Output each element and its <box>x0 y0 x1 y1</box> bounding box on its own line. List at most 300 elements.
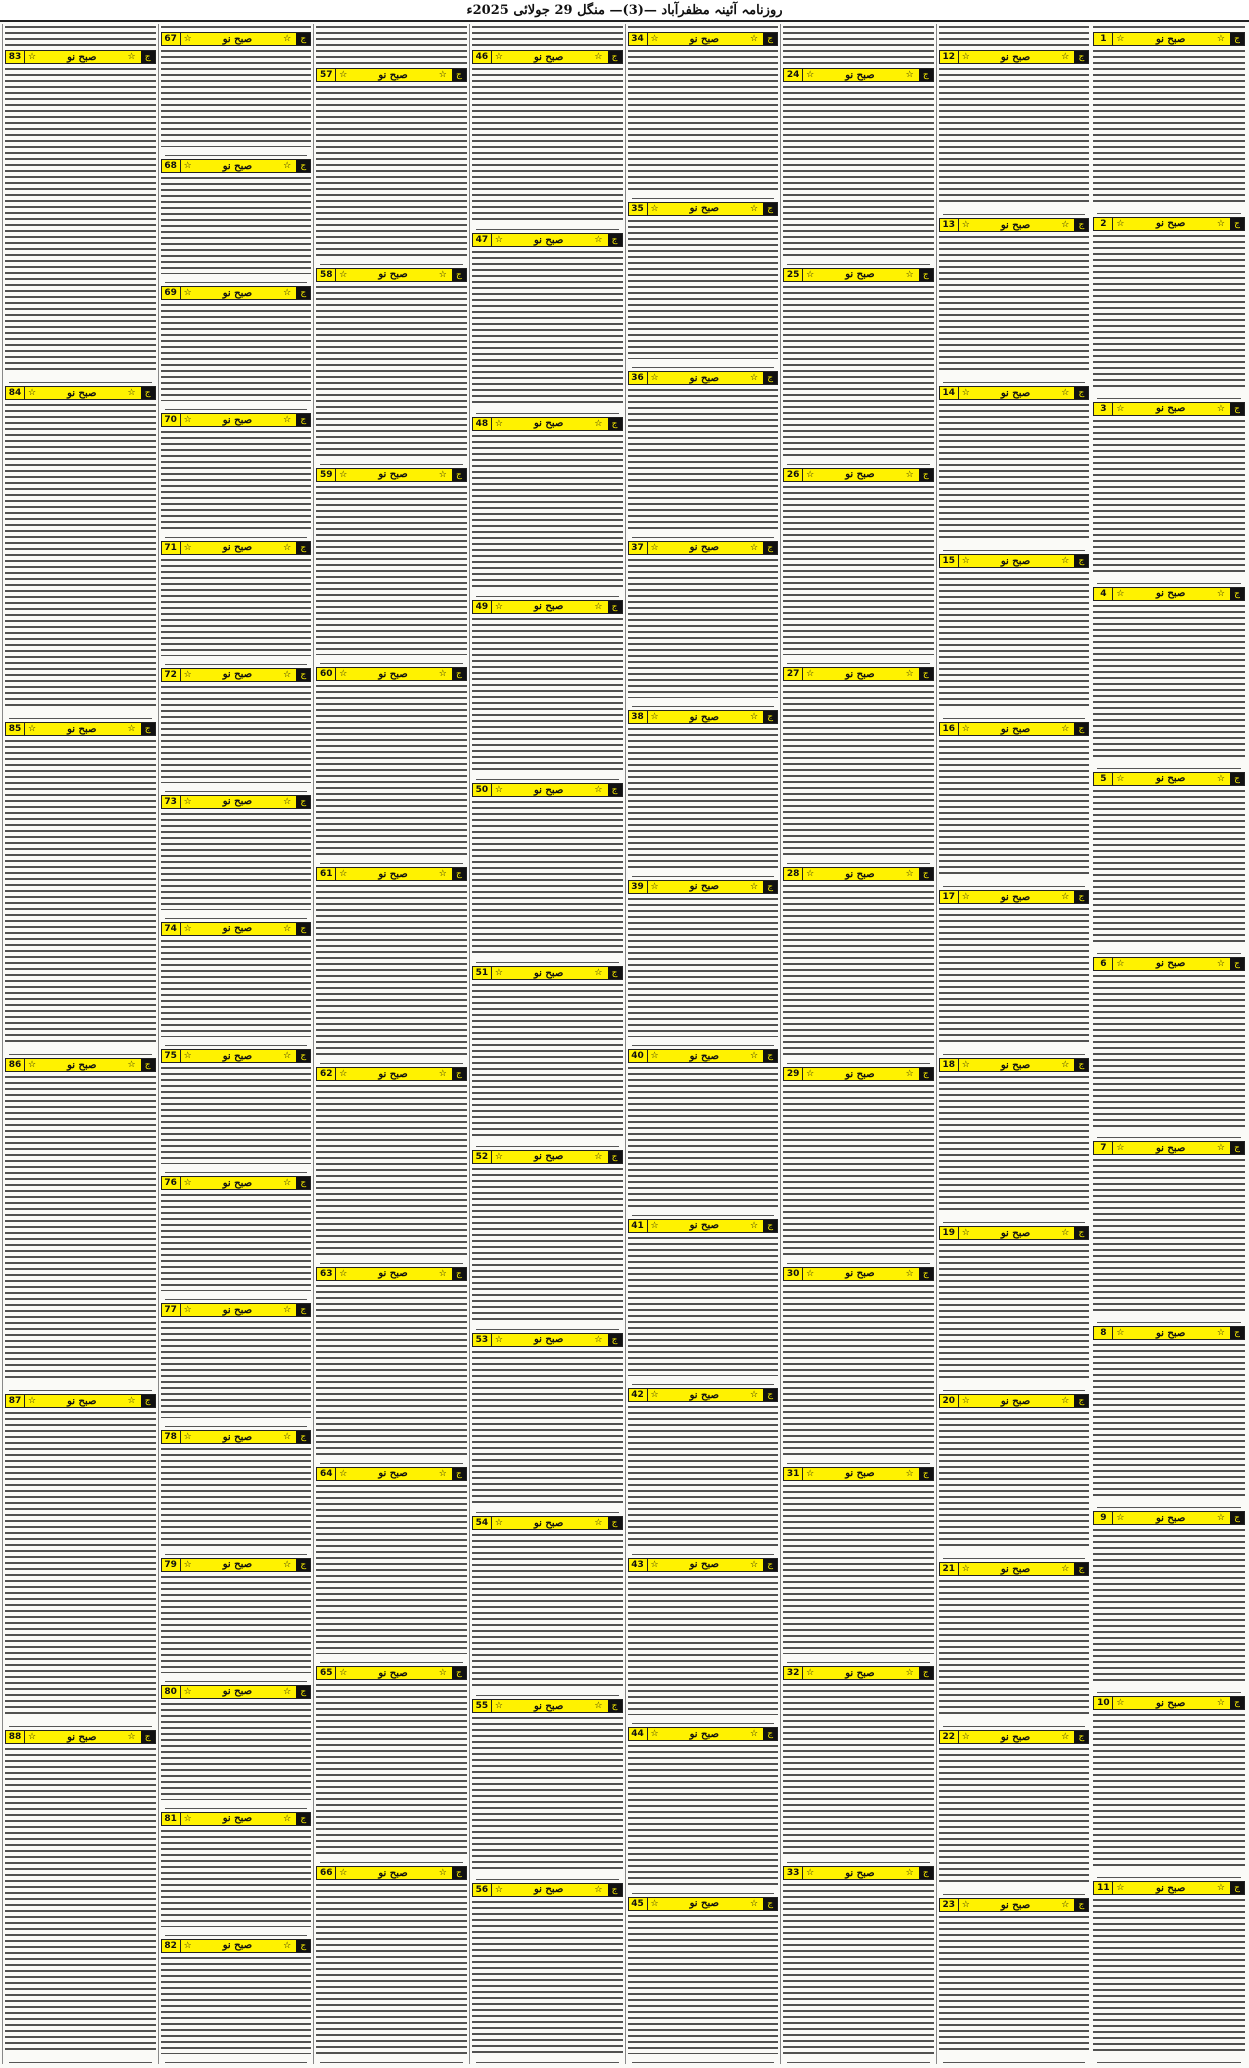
star-icon: ☆ <box>283 669 292 680</box>
listing-header <box>1093 1511 1245 1525</box>
listing-caption-rule <box>1097 1870 1241 1878</box>
listing-badge: ج <box>919 1468 933 1480</box>
listing-caption-rule <box>943 543 1086 551</box>
listing-badge: ج <box>763 203 777 215</box>
listing-caption-rule <box>943 1887 1086 1895</box>
listing-caption-rule <box>943 1383 1086 1391</box>
star-icon: ☆ <box>183 415 192 426</box>
listing-brand: صبح نو <box>689 881 720 892</box>
star-icon: ☆ <box>494 785 503 796</box>
star-icon: ☆ <box>183 796 192 807</box>
listing-text <box>783 883 934 1055</box>
listing-number: 58 <box>317 269 336 281</box>
listing-number: 23 <box>940 1899 959 1911</box>
listing-text <box>939 234 1090 374</box>
listing-brand: صبح نو <box>378 668 408 680</box>
listing-number: 2 <box>1094 218 1113 230</box>
listing-badge: ج <box>1074 1731 1088 1743</box>
star-icon: ☆ <box>183 1178 192 1189</box>
listing-badge: ج <box>1230 218 1244 230</box>
star-icon: ☆ <box>339 1668 348 1679</box>
star-icon: ☆ <box>806 1468 815 1479</box>
star-icon: ☆ <box>183 1940 192 1951</box>
listing-number: 53 <box>473 1334 492 1346</box>
listing-number: 14 <box>940 387 959 399</box>
column <box>469 24 625 2064</box>
article-text <box>5 24 156 48</box>
listing-text <box>316 284 467 456</box>
listing-badge: ج <box>1230 1327 1244 1339</box>
listing-text <box>783 284 934 456</box>
listing-caption-rule <box>943 1551 1086 1559</box>
star-icon: ☆ <box>28 52 37 62</box>
listing-number: 77 <box>162 1304 181 1316</box>
listing-brand: صبح نو <box>1155 588 1186 600</box>
star-icon: ☆ <box>961 1564 970 1574</box>
listing-caption-rule <box>476 1139 619 1147</box>
listing-text <box>472 1532 623 1687</box>
star-icon: ☆ <box>806 1668 815 1679</box>
star-icon: ☆ <box>339 1268 348 1279</box>
listing-caption-rule <box>9 1383 152 1391</box>
listing-number: 13 <box>940 219 959 231</box>
listing-header <box>161 1939 312 1953</box>
listing-badge: ج <box>763 1389 777 1401</box>
star-icon: ☆ <box>594 1701 603 1712</box>
listing-caption-rule <box>165 657 308 665</box>
star-icon: ☆ <box>806 70 815 80</box>
star-icon: ☆ <box>127 388 136 398</box>
listing-header <box>161 1303 312 1317</box>
listing-text <box>316 1283 467 1455</box>
listing-brand: صبح نو <box>533 51 564 63</box>
listing-text <box>628 48 779 190</box>
listing-number: 11 <box>1094 1882 1113 1894</box>
listing-text <box>161 811 312 910</box>
listing-header <box>472 233 623 247</box>
listing-header <box>783 867 934 881</box>
listing-badge: ج <box>763 33 777 45</box>
listing-badge: ج <box>452 868 466 880</box>
star-icon: ☆ <box>806 469 815 480</box>
listing-text <box>472 1715 623 1870</box>
listing-text <box>1093 973 1245 1130</box>
listing-number: 49 <box>473 601 492 613</box>
listing-number: 33 <box>784 1867 803 1879</box>
listing-brand: صبح نو <box>67 1395 97 1407</box>
listing-badge: ج <box>919 1867 933 1879</box>
listing-badge: ج <box>919 1068 933 1080</box>
listing-caption-rule <box>320 1456 463 1464</box>
listing-badge: ج <box>919 868 933 880</box>
star-icon: ☆ <box>1116 958 1125 969</box>
star-icon: ☆ <box>1116 773 1125 784</box>
listing-caption-rule <box>787 856 930 864</box>
listing-number: 19 <box>940 1227 959 1239</box>
listing-badge: ج <box>141 387 155 399</box>
listing-text <box>1093 1157 1245 1314</box>
listing-brand: صبح نو <box>689 1220 720 1231</box>
listing-text <box>161 48 312 147</box>
listing-header <box>5 1394 156 1408</box>
listing-header <box>1093 772 1245 786</box>
listing-number: 52 <box>473 1151 492 1163</box>
listing-caption-rule <box>320 1256 463 1264</box>
listing-caption-rule <box>632 1886 775 1894</box>
listing-brand: صبح نو <box>1000 1395 1031 1407</box>
listing-brand: صبح نو <box>67 1731 97 1743</box>
listing-brand: صبح نو <box>1155 403 1186 415</box>
listing-caption-rule <box>787 1256 930 1264</box>
listing-brand: صبح نو <box>67 1059 97 1071</box>
listing-header <box>628 32 779 46</box>
star-icon: ☆ <box>961 1396 970 1406</box>
listing-brand: صبح نو <box>689 372 720 384</box>
listing-header <box>161 32 312 46</box>
listing-badge: ج <box>919 269 933 281</box>
listing-caption-rule <box>632 869 775 877</box>
star-icon: ☆ <box>594 785 603 796</box>
listing-header <box>5 386 156 400</box>
listing-caption-rule <box>165 784 308 792</box>
listing-caption-rule <box>165 1292 308 1300</box>
listing-header <box>472 1699 623 1713</box>
listing-caption-rule <box>476 772 619 780</box>
listing-header <box>628 1558 779 1572</box>
listing-header <box>316 1067 467 1081</box>
listing-text <box>161 557 312 656</box>
star-icon: ☆ <box>1061 1900 1070 1910</box>
listing-brand: صبح نو <box>845 1867 875 1879</box>
listing-text <box>161 302 312 401</box>
star-icon: ☆ <box>905 469 914 480</box>
listing-text <box>783 1682 934 1854</box>
listing-number: 24 <box>784 69 803 81</box>
star-icon: ☆ <box>283 161 292 172</box>
listing-header <box>783 1866 934 1880</box>
listing-brand: صبح نو <box>1000 1899 1031 1911</box>
listing-number: 69 <box>162 287 181 299</box>
star-icon: ☆ <box>183 288 192 299</box>
listing-header <box>1093 587 1245 601</box>
listing-badge: ج <box>1230 1142 1244 1154</box>
listing-caption-rule <box>632 1377 775 1385</box>
listing-text <box>316 484 467 656</box>
star-icon: ☆ <box>438 1069 447 1079</box>
listing-brand: صبح نو <box>1155 1142 1186 1154</box>
listing-number: 39 <box>629 881 648 893</box>
listing-caption-rule <box>943 879 1086 887</box>
star-icon: ☆ <box>494 1701 503 1712</box>
listing-caption-rule <box>1097 946 1241 954</box>
listing-caption-rule <box>320 656 463 664</box>
star-icon: ☆ <box>905 1668 914 1679</box>
star-icon: ☆ <box>183 1432 192 1443</box>
listing-brand: صبح نو <box>222 1686 253 1698</box>
listing-header <box>161 1430 312 1444</box>
listing-caption-rule <box>943 1047 1086 1055</box>
listing-badge: ج <box>1074 1899 1088 1911</box>
listing-brand: صبح نو <box>222 542 253 553</box>
listing-brand: صبح نو <box>222 287 253 299</box>
star-icon: ☆ <box>750 1220 759 1231</box>
listing-badge: ج <box>608 234 622 246</box>
listing-badge: ج <box>1230 588 1244 600</box>
listing-number: 56 <box>473 1884 492 1896</box>
star-icon: ☆ <box>1216 1883 1225 1894</box>
listing-number: 12 <box>940 51 959 63</box>
listing-caption-rule <box>787 2055 930 2063</box>
listing-text <box>1093 603 1245 760</box>
listing-header <box>316 1866 467 1880</box>
listing-badge: ج <box>608 1700 622 1712</box>
listing-header <box>783 1467 934 1481</box>
star-icon: ☆ <box>961 892 970 902</box>
listing-text <box>316 84 467 256</box>
listing-header <box>472 600 623 614</box>
star-icon: ☆ <box>1116 403 1125 414</box>
listing-text <box>783 1882 934 2054</box>
listing-caption-rule <box>165 911 308 919</box>
listing-text <box>161 1955 312 2054</box>
star-icon: ☆ <box>283 923 292 934</box>
listing-brand: صبح نو <box>533 1334 564 1346</box>
listing-text <box>161 429 312 528</box>
star-icon: ☆ <box>750 1390 759 1400</box>
star-icon: ☆ <box>1216 34 1225 44</box>
listing-brand: صبح نو <box>689 542 720 553</box>
star-icon: ☆ <box>594 1151 603 1162</box>
listing-number: 57 <box>317 69 336 81</box>
listing-badge: ج <box>296 33 310 45</box>
star-icon: ☆ <box>438 669 447 680</box>
listing-header <box>316 468 467 482</box>
listing-text <box>472 982 623 1137</box>
listing-header <box>783 1067 934 1081</box>
listing-badge: ج <box>296 1177 310 1189</box>
listing-text <box>628 557 779 699</box>
listing-badge: ج <box>763 1728 777 1740</box>
star-icon: ☆ <box>283 1813 292 1824</box>
listing-badge: ج <box>763 1559 777 1571</box>
listing-caption-rule <box>632 530 775 538</box>
listing-badge: ج <box>1074 1059 1088 1071</box>
listing-header <box>316 268 467 282</box>
listing-text <box>5 1746 156 2054</box>
listing-number: 1 <box>1094 33 1113 45</box>
listing-badge: ج <box>296 414 310 426</box>
listing-caption-rule <box>9 1719 152 1727</box>
listing-caption-rule <box>476 1872 619 1880</box>
listing-brand: صبح نو <box>1155 1882 1186 1894</box>
listing-brand: صبح نو <box>1000 1059 1031 1071</box>
star-icon: ☆ <box>438 1468 447 1479</box>
listing-header <box>472 50 623 64</box>
star-icon: ☆ <box>750 712 759 722</box>
listing-number: 59 <box>317 469 336 481</box>
listing-number: 71 <box>162 542 181 554</box>
listing-number: 55 <box>473 1700 492 1712</box>
column <box>780 24 936 2064</box>
listing-brand: صبح نو <box>845 469 875 481</box>
listing-badge: ج <box>452 69 466 81</box>
listing-header <box>939 1898 1090 1912</box>
listing-badge: ج <box>1230 1512 1244 1524</box>
listing-brand: صبح نو <box>378 1268 408 1280</box>
star-icon: ☆ <box>1116 1883 1125 1894</box>
listing-number: 3 <box>1094 403 1113 415</box>
listing-badge: ج <box>1230 958 1244 970</box>
listing-text <box>939 1074 1090 1214</box>
star-icon: ☆ <box>494 235 503 246</box>
star-icon: ☆ <box>127 724 136 734</box>
star-icon: ☆ <box>650 1051 659 1061</box>
listing-text <box>316 683 467 855</box>
listing-brand: صبح نو <box>1155 1327 1186 1339</box>
listing-caption-rule <box>320 1655 463 1663</box>
listing-header <box>783 268 934 282</box>
listing-number: 37 <box>629 542 648 554</box>
listing-badge: ج <box>763 1050 777 1062</box>
listing-number: 84 <box>6 387 25 399</box>
listing-badge: ج <box>452 1667 466 1679</box>
star-icon: ☆ <box>183 34 192 44</box>
listing-caption-rule <box>476 589 619 597</box>
listing-brand: صبح نو <box>689 1389 720 1401</box>
column <box>625 24 781 2064</box>
listing-header <box>316 68 467 82</box>
listing-text <box>628 1065 779 1207</box>
listing-badge: ج <box>919 668 933 680</box>
listing-badge: ج <box>141 51 155 63</box>
listing-text <box>1093 1527 1245 1684</box>
listing-number: 65 <box>317 1667 336 1679</box>
listing-brand: صبح نو <box>845 668 875 680</box>
listing-badge: ج <box>608 1151 622 1163</box>
star-icon: ☆ <box>283 415 292 426</box>
listing-brand: صبح نو <box>1155 1697 1186 1709</box>
star-icon: ☆ <box>650 881 659 892</box>
listing-number: 10 <box>1094 1697 1113 1709</box>
listing-number: 5 <box>1094 773 1113 785</box>
listing-header <box>161 668 312 682</box>
star-icon: ☆ <box>961 556 970 566</box>
star-icon: ☆ <box>1116 1698 1125 1709</box>
star-icon: ☆ <box>283 1178 292 1189</box>
listing-badge: ج <box>1074 219 1088 231</box>
star-icon: ☆ <box>1116 1513 1125 1524</box>
listing-badge: ج <box>763 1220 777 1232</box>
listing-caption-rule <box>787 1056 930 1064</box>
listing-header <box>628 541 779 555</box>
listing-caption-rule <box>632 1547 775 1555</box>
listing-badge: ج <box>1074 1563 1088 1575</box>
listing-text <box>316 1682 467 1854</box>
star-icon: ☆ <box>961 220 970 230</box>
listing-number: 7 <box>1094 1142 1113 1154</box>
listing-badge: ج <box>296 1304 310 1316</box>
listing-badge: ج <box>296 1050 310 1062</box>
star-icon: ☆ <box>494 601 503 612</box>
listing-badge: ج <box>296 669 310 681</box>
listing-brand: صبح نو <box>222 1177 253 1189</box>
listing-caption-rule <box>476 2055 619 2063</box>
listing-header <box>161 922 312 936</box>
listing-text <box>5 1074 156 1382</box>
listing-badge: ج <box>1230 773 1244 785</box>
listing-header <box>472 1883 623 1897</box>
listing-caption-rule <box>1097 761 1241 769</box>
listing-number: 20 <box>940 1395 959 1407</box>
listing-badge: ج <box>919 1268 933 1280</box>
listing-number: 72 <box>162 669 181 681</box>
listing-badge: ج <box>452 668 466 680</box>
listing-text <box>939 1914 1090 2054</box>
listing-badge: ج <box>452 1468 466 1480</box>
star-icon: ☆ <box>1061 220 1070 230</box>
listing-number: 25 <box>784 269 803 281</box>
listing-brand: صبح نو <box>1000 891 1031 903</box>
star-icon: ☆ <box>283 1432 292 1443</box>
star-icon: ☆ <box>594 1884 603 1895</box>
star-icon: ☆ <box>283 288 292 299</box>
star-icon: ☆ <box>1061 52 1070 62</box>
star-icon: ☆ <box>494 1884 503 1895</box>
listing-brand: صبح نو <box>845 1068 875 1080</box>
listing-brand: صبح نو <box>222 33 253 45</box>
star-icon: ☆ <box>750 542 759 553</box>
listing-caption-rule <box>165 1674 308 1682</box>
star-icon: ☆ <box>961 1228 970 1238</box>
listing-header <box>939 1226 1090 1240</box>
listing-brand: صبح نو <box>533 601 564 613</box>
listing-caption-rule <box>943 1719 1086 1727</box>
listing-header <box>316 1666 467 1680</box>
listing-header <box>472 1150 623 1164</box>
listing-text <box>1093 1712 1245 1869</box>
listing-number: 68 <box>162 160 181 172</box>
listing-text <box>783 1083 934 1255</box>
listing-header <box>628 371 779 385</box>
listing-header <box>1093 1141 1245 1155</box>
listing-badge: ج <box>296 796 310 808</box>
listing-badge: ج <box>296 160 310 172</box>
listing-badge: ج <box>141 1731 155 1743</box>
listing-badge: ج <box>763 372 777 384</box>
listing-number: 88 <box>6 1731 25 1743</box>
star-icon: ☆ <box>283 796 292 807</box>
star-icon: ☆ <box>961 1060 970 1070</box>
listing-number: 28 <box>784 868 803 880</box>
star-icon: ☆ <box>438 469 447 480</box>
listing-header <box>939 722 1090 736</box>
listing-caption-rule <box>9 711 152 719</box>
listing-header <box>161 1176 312 1190</box>
star-icon: ☆ <box>905 1868 914 1879</box>
listing-brand: صبح نو <box>533 967 564 979</box>
star-icon: ☆ <box>806 869 815 880</box>
listing-header <box>472 1333 623 1347</box>
listing-brand: صبح نو <box>689 1559 720 1570</box>
listing-caption-rule <box>943 375 1086 383</box>
listing-text <box>161 1828 312 1927</box>
listing-number: 21 <box>940 1563 959 1575</box>
listing-badge: ج <box>1230 403 1244 415</box>
listing-brand: صبح نو <box>845 69 875 81</box>
listing-caption-rule <box>787 457 930 465</box>
listing-number: 75 <box>162 1050 181 1062</box>
star-icon: ☆ <box>750 373 759 383</box>
